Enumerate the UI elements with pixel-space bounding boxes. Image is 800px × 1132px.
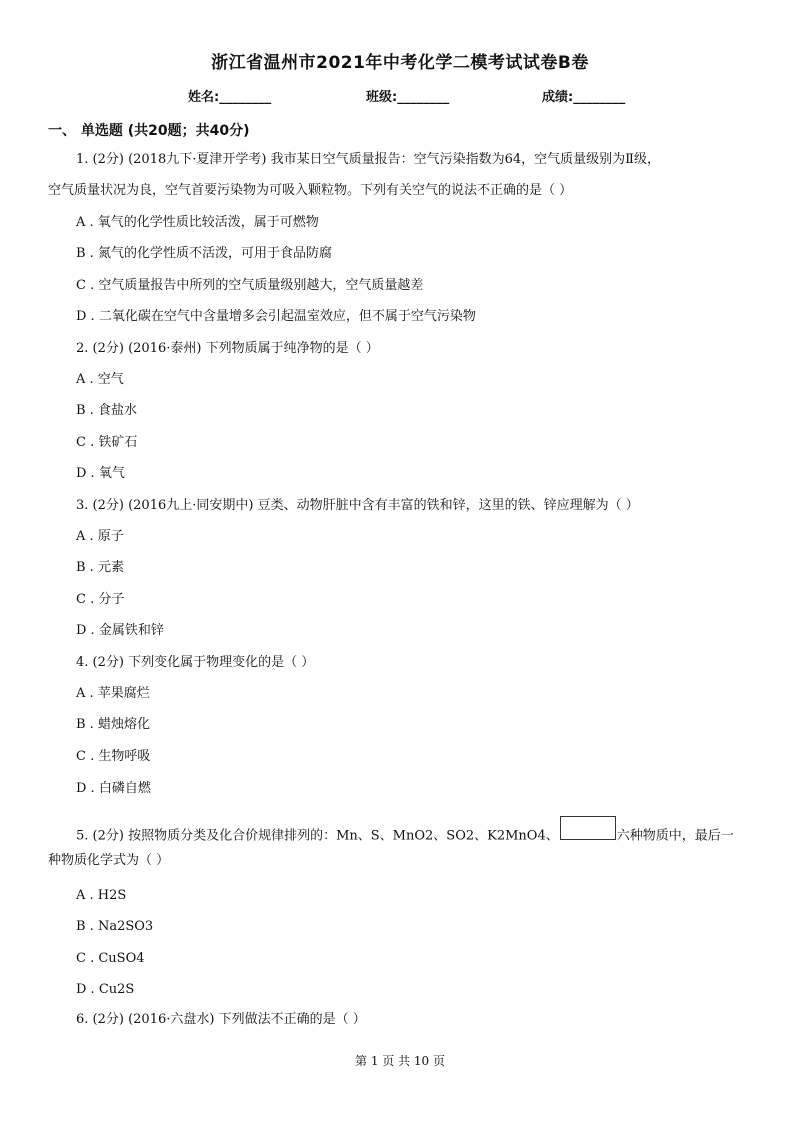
student-info-row bbox=[0, 86, 800, 106]
question-5-option-b: B . Na2SO3 bbox=[76, 919, 154, 934]
question-4-option-c: C . 生物呼吸 bbox=[76, 749, 151, 764]
question-6-stem: 6. (2分) (2016·六盘水) 下列做法不正确的是（ ） bbox=[76, 1012, 366, 1027]
page-title: 浙江省温州市2021年中考化学二模考试试卷B卷 bbox=[211, 53, 589, 73]
question-1-stem: 1. (2分) (2018九下·夏津开学考) 我市某日空气质量报告：空气污染指数为64，空气质量级别为Ⅱ级， bbox=[76, 152, 660, 167]
image-placeholder-box bbox=[560, 816, 616, 840]
question-1-option-d: D . 二氧化碳在空气中含量增多会引起温室效应，但不属于空气污染物 bbox=[76, 309, 476, 324]
question-3-option-c: C . 分子 bbox=[76, 592, 125, 607]
question-5-stem bbox=[76, 824, 734, 848]
question-3-option-b: B . 元素 bbox=[76, 560, 124, 575]
question-2-option-b: B . 食盐水 bbox=[76, 403, 137, 418]
question-2-option-c: C . 铁矿石 bbox=[76, 435, 138, 450]
page-footer: 第 1 页 共 10 页 bbox=[355, 1054, 445, 1068]
question-1-option-c: C . 空气质量报告中所列的空气质量级别越大，空气质量越差 bbox=[76, 278, 424, 293]
name-field: 姓名:________ bbox=[188, 90, 272, 105]
question-4-stem: 4. (2分) 下列变化属于物理变化的是（ ） bbox=[76, 655, 315, 670]
class-field: 班级:________ bbox=[366, 90, 450, 105]
score-field: 成绩:________ bbox=[542, 90, 626, 105]
question-3-option-a: A . 原子 bbox=[76, 529, 124, 544]
question-5-option-d: D . Cu2S bbox=[76, 982, 135, 997]
question-1-option-b: B . 氮气的化学性质不活泼，可用于食品防腐 bbox=[76, 246, 332, 261]
question-5-option-c: C . CuSO4 bbox=[76, 951, 145, 966]
question-2-option-d: D . 氧气 bbox=[76, 466, 125, 481]
question-4-option-a: A . 苹果腐烂 bbox=[76, 686, 150, 701]
section-heading: 一、 单选题 (共20题；共40分) bbox=[48, 123, 250, 139]
question-4-option-b: B . 蜡烛熔化 bbox=[76, 717, 150, 732]
question-2-stem: 2. (2分) (2016·泰州) 下列物质属于纯净物的是（ ） bbox=[76, 341, 379, 356]
question-1-option-a: A . 氧气的化学性质比较活泼，属于可燃物 bbox=[76, 215, 319, 230]
question-2-option-a: A . 空气 bbox=[76, 372, 124, 387]
question-3-stem: 3. (2分) (2016九上·同安期中) 豆类、动物肝脏中含有丰富的铁和锌，这里的铁、锌应理解为（ ） bbox=[76, 498, 639, 513]
question-1-stem-cont: 空气质量状况为良，空气首要污染物为可吸入颗粒物。下列有关空气的说法不正确的是（ ） bbox=[48, 183, 573, 198]
question-5-stem-cont: 种物质化学式为（ ） bbox=[48, 853, 170, 868]
question-5-stem-after: 六种物质中，最后一 bbox=[616, 828, 734, 844]
question-5-stem-before: 5. (2分) 按照物质分类及化合价规律排列的：Mn、S、MnO2、SO2、K2MnO4、 bbox=[76, 828, 559, 844]
question-4-option-d: D . 白磷自燃 bbox=[76, 781, 151, 796]
question-3-option-d: D . 金属铁和锌 bbox=[76, 623, 164, 638]
question-5-option-a: A . H2S bbox=[76, 888, 127, 903]
